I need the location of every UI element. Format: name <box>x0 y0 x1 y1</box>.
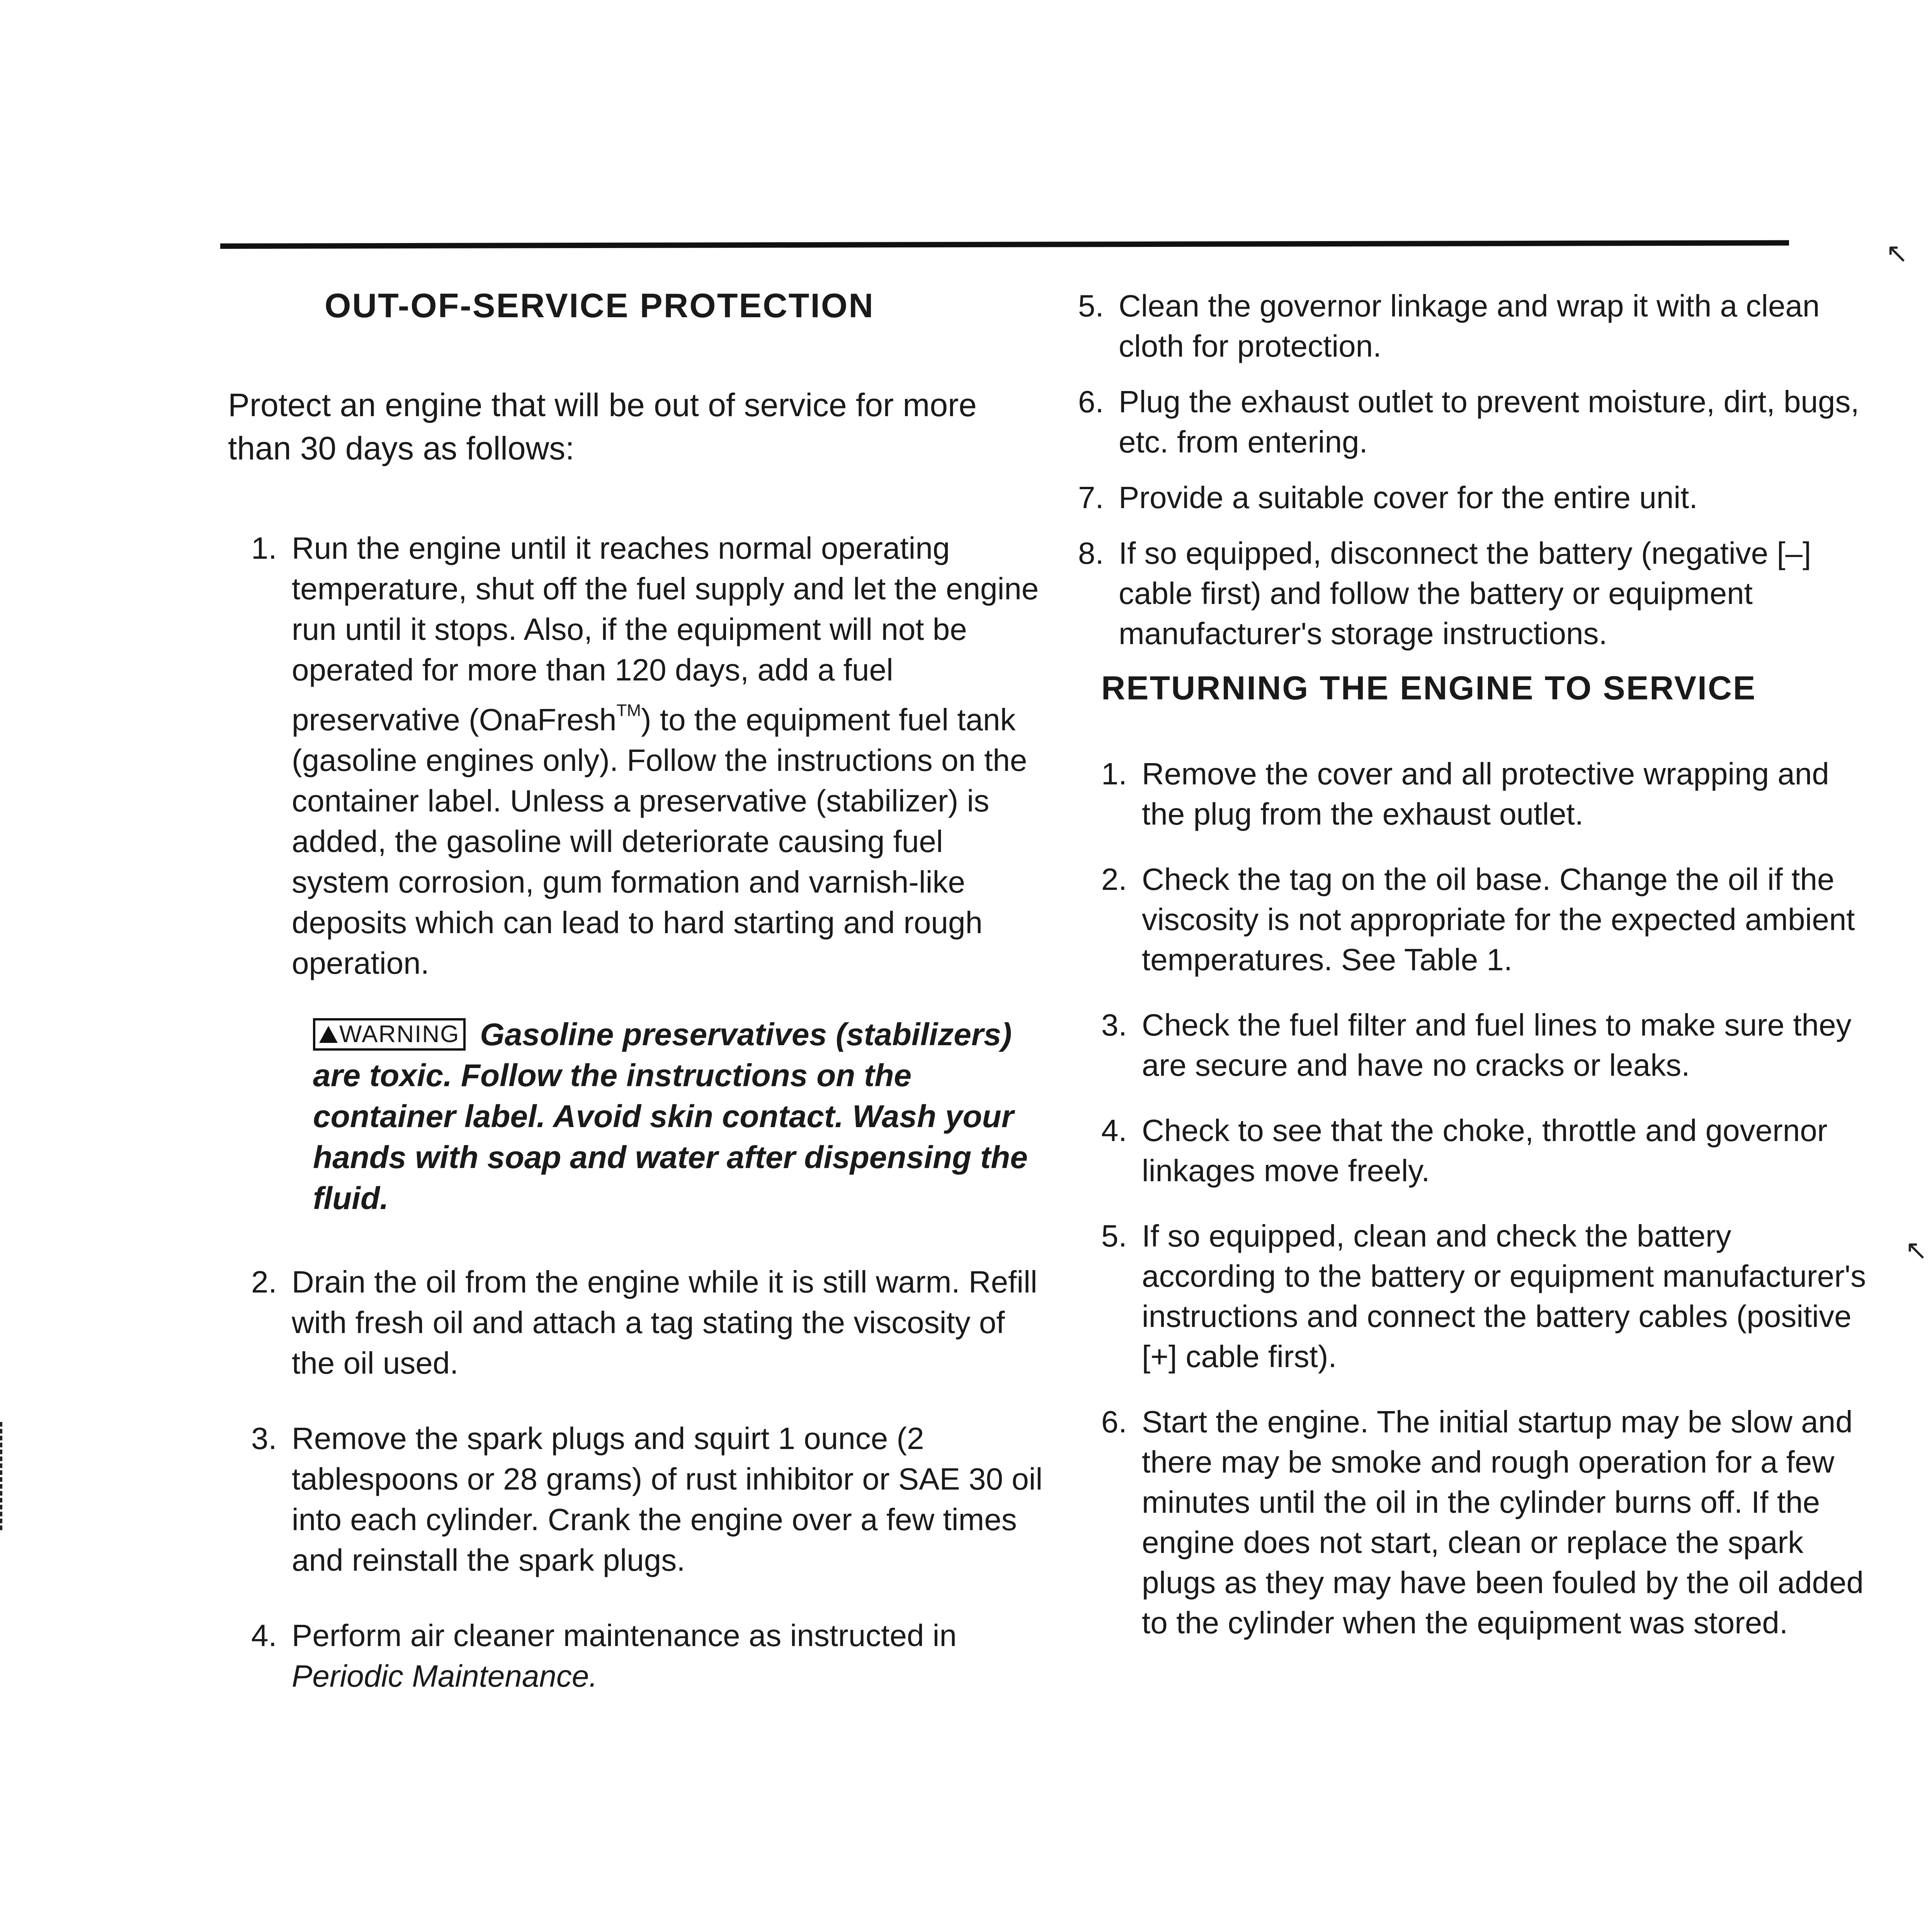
list-item <box>1078 286 1866 366</box>
step-text: Plug the exhaust outlet to prevent moisture, dirt, bugs, etc. from entering. <box>1119 384 1859 459</box>
out-of-service-steps <box>251 528 1047 983</box>
list-item <box>1101 754 1866 834</box>
step-text: Run the engine until it reaches normal operating temperature, shut off the fuel supply and let the engine run until it stops. Also, if the equipment will not be operated for more than 120 days, add a fuel preservative (OnaFresh™) to the equipment fuel tank (gasoline engines only). Follow the instructions on the container label. Unless a preservative (stabilizer) is added, the gasoline will deteriorate causing fuel system corrosion, gum formation and varnish-like deposits which can lead to hard starting and rough operation. <box>292 531 1039 980</box>
step-text: Remove the spark plugs and squirt 1 ounce (2 tablespoons or 28 grams) of rust inhibitor or SAE 30 oil into each cylinder. Crank the engine over a few times and reinstall the spark plugs. <box>292 1421 1043 1577</box>
step-number: 6. <box>1078 384 1104 419</box>
warning-notice <box>313 1014 1047 1219</box>
step-number: 1. <box>1101 757 1127 791</box>
step-number: 2. <box>1101 862 1127 896</box>
list-item <box>251 1418 1047 1580</box>
scan-artifact-mark: ↖ <box>1886 238 1908 268</box>
warning-text: Gasoline preservatives (stabilizers) are toxic. Follow the instructions on the container label. Avoid skin contact. Wash your hands with soap and water after dispensing the fluid. <box>313 1017 1028 1216</box>
out-of-service-title: OUT-OF-SERVICE PROTECTION <box>325 286 874 325</box>
scan-edge-marks <box>0 1422 6 1530</box>
trademark-mark: TM <box>616 701 641 720</box>
step-number: 4. <box>1101 1113 1127 1148</box>
out-of-service-steps-continued-right <box>1078 286 1866 654</box>
list-item <box>1101 1111 1866 1191</box>
returning-to-service-title: RETURNING THE ENGINE TO SERVICE <box>1101 670 1757 707</box>
list-item <box>251 1262 1047 1383</box>
right-column <box>1078 286 1866 1668</box>
step-text: If so equipped, disconnect the battery (negative [–] cable first) and follow the battery or equipment manufacturer's storage instructions. <box>1119 536 1811 651</box>
intro-paragraph: Protect an engine that will be out of service for more than 30 days as follows: <box>228 387 977 466</box>
out-of-service-steps-continued <box>251 1262 1047 1696</box>
step-number: 6. <box>1101 1405 1127 1439</box>
returning-to-service-steps <box>1101 754 1866 1643</box>
top-rule <box>220 240 1789 249</box>
warning-triangle-icon <box>319 1026 338 1043</box>
step-number: 5. <box>1101 1219 1127 1253</box>
step-text: Start the engine. The initial startup may be slow and there may be smoke and rough operation for a few minutes until the oil in the cylinder burns off. If the engine does not start, clean or replace the spark plugs as they may have been fouled by the oil added to the cylinder when the equipment was stored. <box>1142 1405 1864 1640</box>
step-number: 5. <box>1078 289 1104 323</box>
list-item <box>1101 1216 1866 1377</box>
list-item <box>1101 859 1866 980</box>
list-item <box>1078 382 1866 462</box>
step-text: If so equipped, clean and check the battery according to the battery or equipment manufacturer's instructions and connect the battery cables (positive [+] cable first). <box>1142 1219 1866 1374</box>
step-number: 7. <box>1078 480 1104 515</box>
step-text: Remove the cover and all protective wrapping and the plug from the exhaust outlet. <box>1142 757 1829 831</box>
scan-artifact-mark: ↖ <box>1905 1235 1928 1265</box>
list-item <box>1078 478 1866 518</box>
step-number: 3. <box>1101 1008 1127 1042</box>
list-item <box>1101 1005 1866 1085</box>
step-number: 1. <box>251 531 277 565</box>
step-number: 3. <box>251 1421 277 1456</box>
step-text: Clean the governor linkage and wrap it with a clean cloth for protection. <box>1119 289 1820 363</box>
list-item <box>251 528 1047 983</box>
list-item <box>1078 533 1866 654</box>
step-text: Check to see that the choke, throttle and governor linkages move freely. <box>1142 1113 1828 1188</box>
warning-badge: WARNING <box>313 1018 466 1051</box>
step-text: Check the fuel filter and fuel lines to make sure they are secure and have no cracks or leaks. <box>1142 1008 1852 1082</box>
step-number: 8. <box>1078 536 1104 570</box>
periodic-maintenance-reference: Periodic Maintenance. <box>292 1658 598 1693</box>
list-item <box>1101 1402 1866 1643</box>
step-number: 2. <box>251 1264 277 1299</box>
step-text: Check the tag on the oil base. Change the oil if the viscosity is not appropriate for the expected ambient temperatures. See Table 1. <box>1142 862 1855 977</box>
step-text: Provide a suitable cover for the entire unit. <box>1119 480 1698 515</box>
step-number: 4. <box>251 1618 277 1653</box>
step-text: Perform air cleaner maintenance as instructed in Periodic Maintenance. <box>292 1618 957 1693</box>
step-text: Drain the oil from the engine while it is still warm. Refill with fresh oil and attach a tag stating the viscosity of the oil used. <box>292 1264 1037 1380</box>
list-item <box>251 1615 1047 1696</box>
left-column <box>228 286 1047 1731</box>
